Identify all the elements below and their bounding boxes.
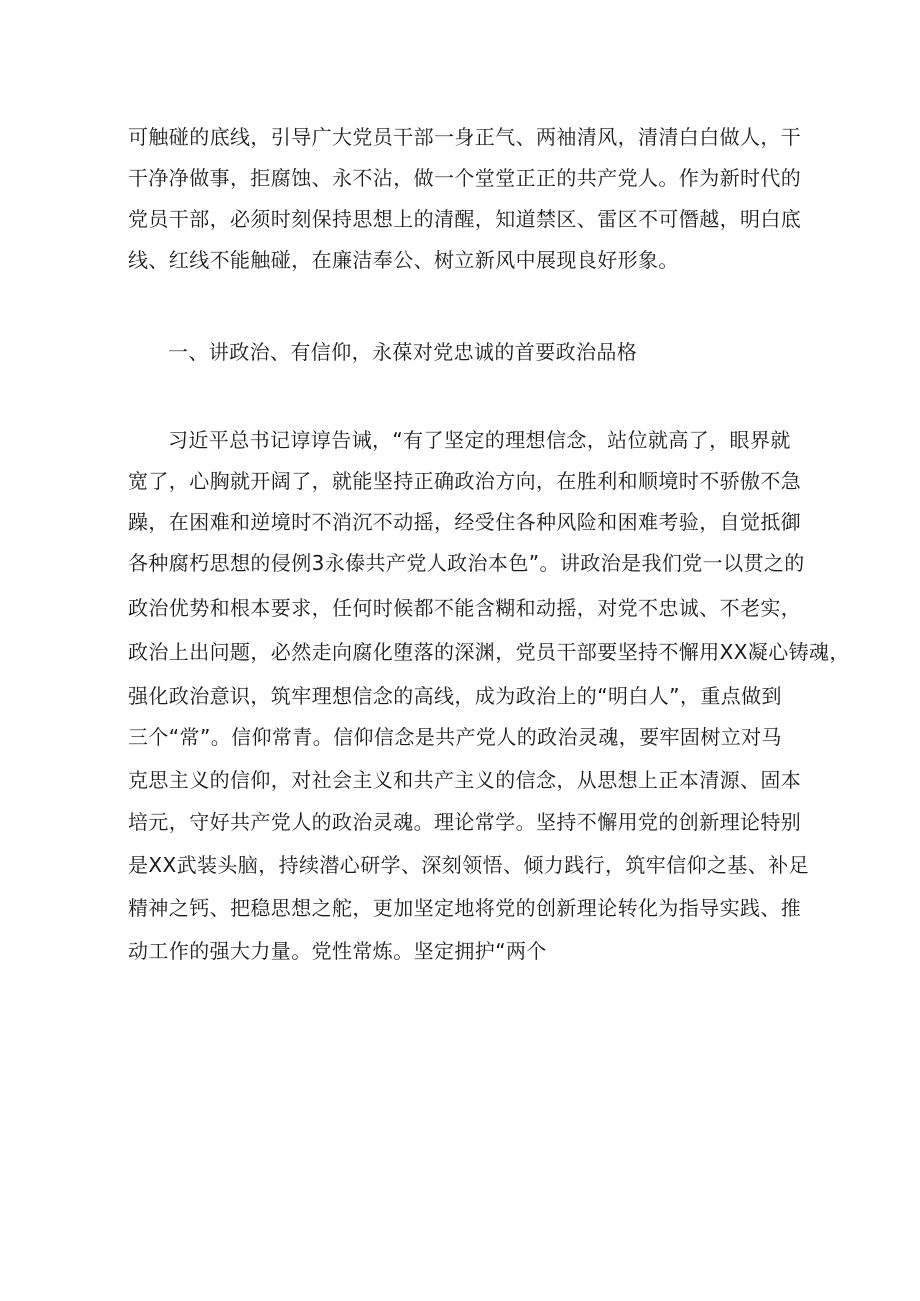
body-line-1: 习近平总书记谆谆告诫，“有了坚定的理想信念，站位就高了，眼界就 xyxy=(168,428,791,452)
body-line-4: 各种腐朽思想的侵例3永傣共产党人政治本色”。讲政治是我们党一以贯之的 xyxy=(128,551,805,575)
body-line-8: 三个“常”。信仰常青。信仰信念是共产党人的政治灵魂，要牢固树立对马 xyxy=(128,725,782,749)
body-line-5: 政治优势和根本要求，任何时候都不能含糊和动摇，对党不忠诚、不老实， xyxy=(128,596,802,620)
intro-line-2: 干净净做事，拒腐蚀、永不沾，做一个堂堂正正的共产党人。作为新时代的 xyxy=(128,166,802,190)
body-line-3: 躁，在困难和逆境时不消沉不动摇，经受住各种风险和困难考验，自觉抵御 xyxy=(128,510,802,534)
body-line-9: 克思主义的信仰，对社会主义和共产主义的信念，从思想上正本清源、固本 xyxy=(128,768,802,792)
section-heading: 一、讲政治、有信仰，永葆对党忠诚的首要政治品格 xyxy=(168,340,638,364)
body-line-7: 强化政治意识，筑牢理想信念的高线，成为政治上的“明白人”，重点做到 xyxy=(128,684,782,708)
body-line-10: 培元，守好共产党人的政治灵魂。理论常学。坚持不懈用党的创新理论特别 xyxy=(128,810,802,834)
intro-line-3: 党员干部，必须时刻保持思想上的清醒，知道禁区、雷区不可僭越，明白底 xyxy=(128,207,802,231)
intro-line-4: 线、红线不能触碰，在廉洁奉公、树立新风中展现良好形象。 xyxy=(128,248,679,272)
body-line-6: 政治上出问题，必然走向腐化堕落的深渊，党员干部要坚持不懈用XX凝心铸魂， xyxy=(128,640,850,664)
body-line-13: 动工作的强大力量。党性常炼。坚定拥护“两个 xyxy=(128,939,547,963)
body-line-12: 精神之钙、把稳思想之舵，更加坚定地将党的创新理论转化为指导实践、推 xyxy=(128,896,802,920)
intro-line-1: 可触碰的底线，引导广大党员干部一身正气、两袖清风，清清白白做人，干 xyxy=(128,125,802,149)
body-line-2: 宽了，心胸就开阔了，就能坚持正确政治方向，在胜利和顺境时不骄傲不急 xyxy=(128,469,802,493)
body-line-11: 是XX武装头脑，持续潜心研学、深刻领悟、倾力践行，筑牢信仰之基、补足 xyxy=(128,853,810,877)
